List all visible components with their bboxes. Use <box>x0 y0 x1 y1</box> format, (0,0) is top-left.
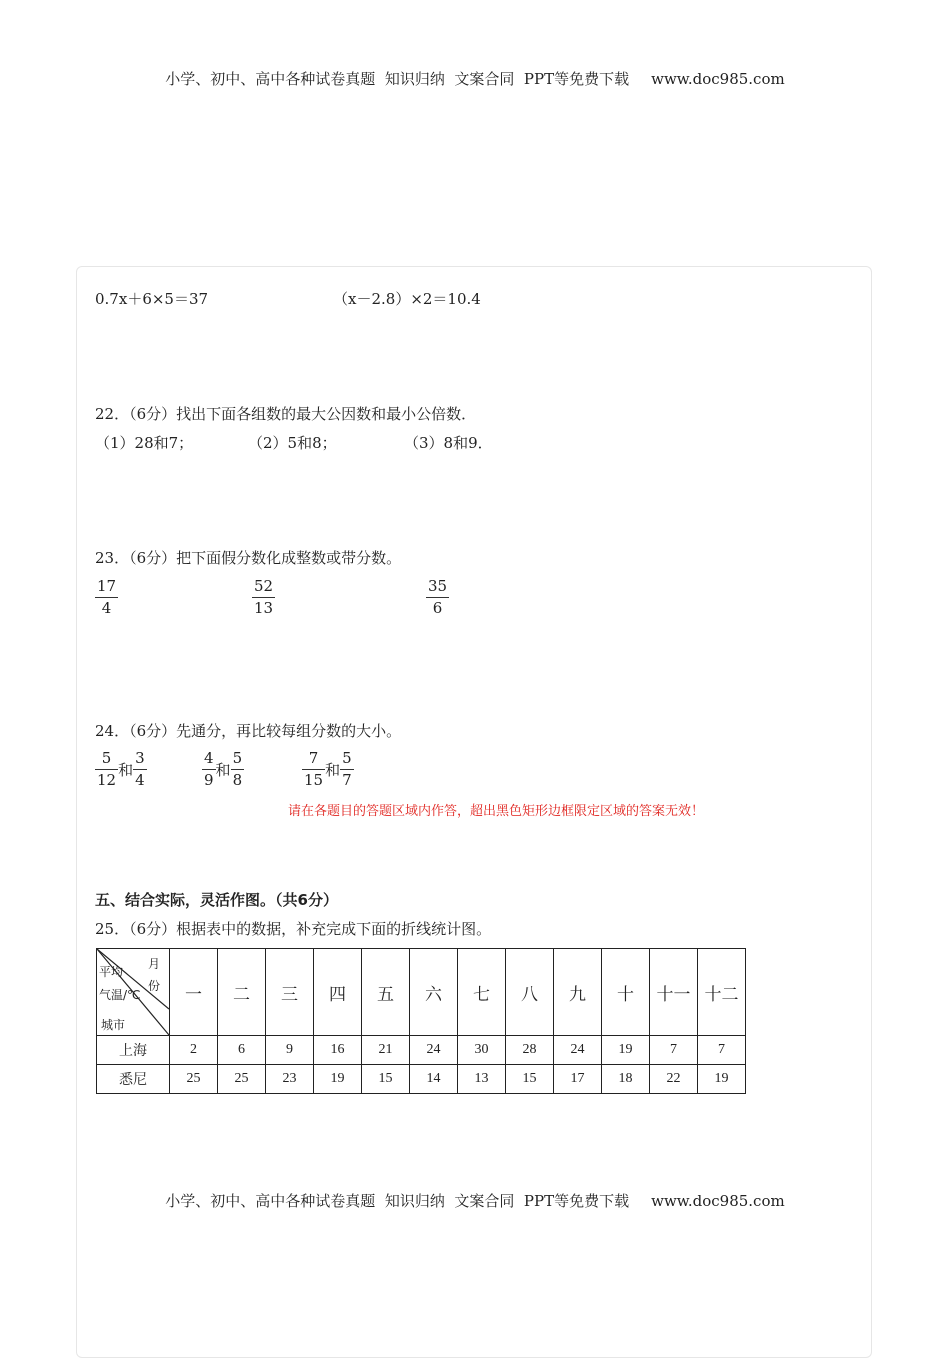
table-cell: 25 <box>170 1065 218 1094</box>
denominator: 12 <box>97 771 117 789</box>
q24-title: 24．（6分）先通分，再比较每组分数的大小。 <box>95 722 402 740</box>
page-header-top <box>0 68 950 89</box>
month-7: 七 <box>458 949 506 1036</box>
temperature-table <box>96 948 746 1094</box>
and-word: 和 <box>215 761 231 779</box>
numerator: 5 <box>232 749 243 767</box>
numerator: 7 <box>308 749 319 767</box>
table-cell: 7 <box>698 1036 746 1065</box>
fraction-bar <box>133 769 147 770</box>
header-url: www.doc985.com <box>651 70 785 88</box>
table-cell: 17 <box>554 1065 602 1094</box>
q23-fraction-1 <box>95 578 118 617</box>
and-word: 和 <box>118 761 134 779</box>
fraction-bar <box>95 597 118 598</box>
month-1: 一 <box>170 949 218 1036</box>
table-cell: 28 <box>506 1036 554 1065</box>
q23-fraction-3 <box>426 578 449 617</box>
fraction-bar <box>252 597 275 598</box>
denominator: 7 <box>342 771 352 789</box>
numerator: 5 <box>101 749 112 767</box>
numerator: 52 <box>254 577 274 595</box>
numerator: 5 <box>342 749 352 767</box>
answer-area-warning: 请在各题目的答题区域内作答，超出黑色矩形边框限定区域的答案无效！ <box>288 804 705 819</box>
month-10: 十 <box>602 949 650 1036</box>
denominator: 6 <box>432 599 443 617</box>
table-cell: 30 <box>458 1036 506 1065</box>
corner-label-temp: 气温/℃ <box>99 988 141 1002</box>
month-5: 五 <box>362 949 410 1036</box>
fraction-bar <box>340 769 354 770</box>
month-3: 三 <box>266 949 314 1036</box>
q22-item-1: （1）28和7； <box>95 434 194 452</box>
q24-pair-3 <box>302 750 354 789</box>
table-cell: 19 <box>698 1065 746 1094</box>
table-cell: 21 <box>362 1036 410 1065</box>
page-header-bottom <box>0 1190 950 1211</box>
table-row-sydney <box>97 1065 746 1094</box>
month-6: 六 <box>410 949 458 1036</box>
fraction-bar <box>231 769 245 770</box>
numerator: 3 <box>135 749 145 767</box>
table-cell: 23 <box>266 1065 314 1094</box>
table-cell: 24 <box>410 1036 458 1065</box>
denominator: 15 <box>304 771 324 789</box>
and-word: 和 <box>325 761 341 779</box>
q22-item-2: （2）5和8； <box>248 434 337 452</box>
table-cell: 25 <box>218 1065 266 1094</box>
table-cell: 9 <box>266 1036 314 1065</box>
month-8: 八 <box>506 949 554 1036</box>
month-4: 四 <box>314 949 362 1036</box>
denominator: 13 <box>254 599 274 617</box>
table-cell: 18 <box>602 1065 650 1094</box>
table-corner-cell <box>97 949 170 1036</box>
table-cell: 24 <box>554 1036 602 1065</box>
table-row-shanghai <box>97 1036 746 1065</box>
denominator: 9 <box>204 771 214 789</box>
q25-title: 25．（6分）根据表中的数据，补充完成下面的折线统计图。 <box>95 920 492 938</box>
equation-1: 0.7x＋6×5＝37 <box>95 290 209 308</box>
corner-label-month-2: 份 <box>148 979 161 993</box>
table-cell: 2 <box>170 1036 218 1065</box>
denominator: 8 <box>232 771 243 789</box>
equation-2: （x－2.8）×2＝10.4 <box>333 290 481 308</box>
q22-title: 22．（6分）找出下面各组数的最大公因数和最小公倍数． <box>95 405 477 423</box>
fraction-bar <box>302 769 325 770</box>
corner-label-month-1: 月 <box>148 957 161 971</box>
month-12: 十二 <box>698 949 746 1036</box>
table-cell: 15 <box>362 1065 410 1094</box>
corner-label-avg: 平均 <box>99 965 124 979</box>
table-cell: 7 <box>650 1036 698 1065</box>
table-cell: 22 <box>650 1065 698 1094</box>
header-url: www.doc985.com <box>651 1192 785 1210</box>
q24-pair-1 <box>95 750 147 789</box>
q24-pair-2 <box>202 750 244 789</box>
q23-fraction-2 <box>252 578 275 617</box>
numerator: 17 <box>97 577 117 595</box>
month-2: 二 <box>218 949 266 1036</box>
q23-title: 23．（6分）把下面假分数化成整数或带分数。 <box>95 549 402 567</box>
city-shanghai: 上海 <box>97 1036 170 1065</box>
q22-item-3: （3）8和9． <box>404 434 493 452</box>
denominator: 4 <box>101 599 112 617</box>
table-cell: 6 <box>218 1036 266 1065</box>
month-9: 九 <box>554 949 602 1036</box>
month-11: 十一 <box>650 949 698 1036</box>
header-text: 小学、初中、高中各种试卷真题 知识归纳 文案合同 PPT等免费下载 <box>165 1192 630 1210</box>
table-cell: 19 <box>314 1065 362 1094</box>
city-sydney: 悉尼 <box>97 1065 170 1094</box>
fraction-bar <box>202 769 216 770</box>
table-cell: 13 <box>458 1065 506 1094</box>
table-cell: 16 <box>314 1036 362 1065</box>
fraction-bar <box>426 597 449 598</box>
numerator: 35 <box>428 577 448 595</box>
table-cell: 15 <box>506 1065 554 1094</box>
section5-title: 五、结合实际，灵活作图。（共6分） <box>95 891 338 909</box>
table-header-row <box>97 949 746 1036</box>
table-cell: 14 <box>410 1065 458 1094</box>
header-text: 小学、初中、高中各种试卷真题 知识归纳 文案合同 PPT等免费下载 <box>165 70 630 88</box>
table-cell: 19 <box>602 1036 650 1065</box>
denominator: 4 <box>135 771 145 789</box>
numerator: 4 <box>204 749 214 767</box>
corner-label-city: 城市 <box>101 1018 126 1032</box>
fraction-bar <box>95 769 118 770</box>
